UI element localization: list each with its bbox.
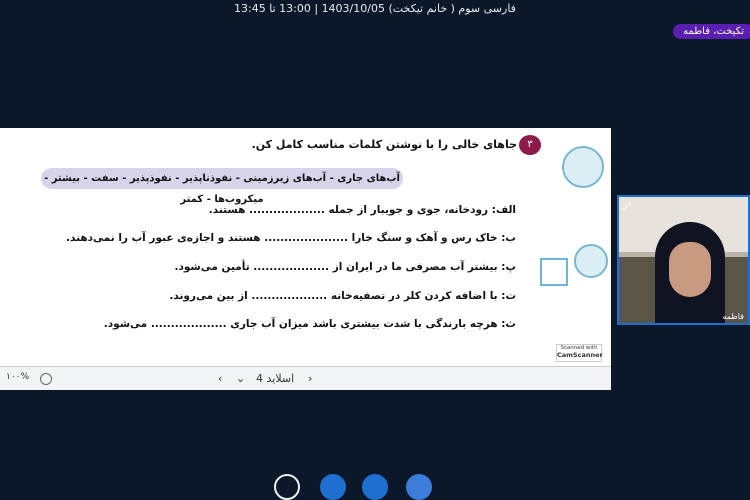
- flask-illustration: [562, 146, 604, 188]
- control-button[interactable]: [406, 474, 432, 500]
- participant-face: [669, 242, 711, 297]
- flask-illustration: [574, 244, 608, 278]
- expand-icon[interactable]: ⤢: [622, 200, 631, 213]
- question-number: ۳: [519, 135, 541, 155]
- control-button[interactable]: [362, 474, 388, 500]
- scanner-brand: CamScanner: [557, 351, 603, 359]
- prev-slide-button[interactable]: ‹: [218, 372, 223, 385]
- zoom-out-icon[interactable]: [40, 373, 52, 385]
- slide-label: اسلاید 4: [256, 372, 295, 385]
- zoom-level[interactable]: ۱۰۰%: [6, 372, 30, 382]
- control-button[interactable]: [274, 474, 300, 500]
- exercise-line: پ: بیشتر آب مصرفی ما در ایران از ................... تأمین می‌شود.: [174, 261, 516, 273]
- camscanner-watermark: [556, 344, 602, 362]
- exercise-line: ت: با اضافه کردن کلر در تصفیه‌خانه ................... از بین می‌روند.: [169, 290, 516, 302]
- cube-illustration: [540, 258, 568, 286]
- presenter-tag[interactable]: تکیخت، فاطمه: [673, 24, 750, 39]
- participant-name: فاطمه: [722, 312, 744, 321]
- exercise-line: الف: رودخانه، جوی و جویبار از جمله ................... هستند.: [208, 204, 516, 216]
- presentation-slide: [0, 128, 611, 366]
- slide-dropdown-icon[interactable]: ⌄: [236, 372, 246, 385]
- slide-toolbar: [0, 366, 611, 390]
- next-slide-button[interactable]: ›: [308, 372, 313, 385]
- session-title: فارسی سوم ( خانم تیکخت) 1403/10/05 | 13:00 تا 13:45: [234, 2, 516, 15]
- word-bank: آب‌های جاری - آب‌های زیرزمینی - نفوذناپذیر - نفوذپذیر - سفت - بیشتر - میکروب‌ها - کمتر: [41, 168, 403, 189]
- exercise-line: ب: خاک رس و آهک و سنگ خارا ..................... هستند و اجازه‌ی عبور آب را نمی‌دهند.: [66, 232, 516, 244]
- webcam-video[interactable]: [617, 195, 750, 325]
- scanner-caption: Scanned with: [560, 345, 598, 351]
- question-heading: جاهای خالی را با نوشتن کلمات مناسب کامل کن.: [251, 138, 517, 151]
- control-button[interactable]: [320, 474, 346, 500]
- exercise-line: ث: هرچه بارندگی با شدت بیشتری باشد میزان آب جاری ................... می‌شود.: [103, 318, 516, 330]
